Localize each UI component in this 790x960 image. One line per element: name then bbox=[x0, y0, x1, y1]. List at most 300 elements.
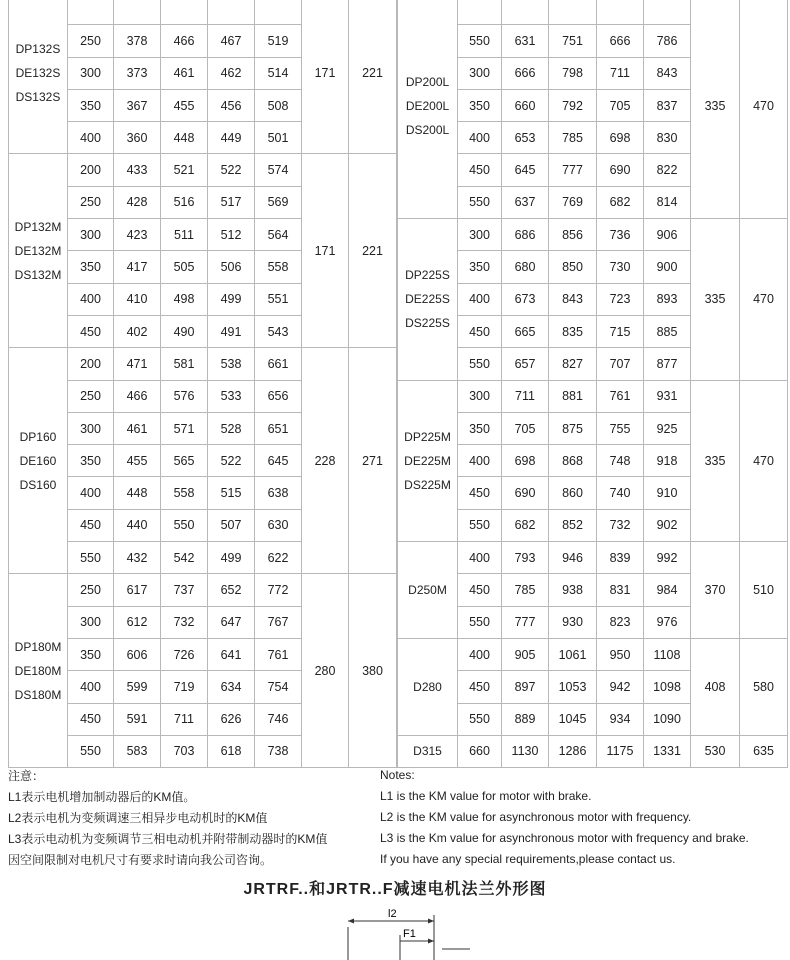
notes-en-line: L3 is the Km value for asynchronous motor with frequency and brake. bbox=[380, 831, 749, 845]
value-cell: 641 bbox=[208, 638, 255, 670]
value-cell: 450 bbox=[458, 671, 502, 703]
value-cell: 499 bbox=[208, 542, 255, 574]
value-cell: 793 bbox=[502, 542, 549, 574]
value-cell: 350 bbox=[68, 445, 114, 477]
value-cell: 558 bbox=[255, 251, 302, 283]
value-cell: 737 bbox=[161, 574, 208, 606]
value-cell: 300 bbox=[458, 219, 502, 251]
value-cell: 698 bbox=[597, 122, 644, 154]
value-cell: 942 bbox=[597, 671, 644, 703]
value-cell: 823 bbox=[597, 606, 644, 638]
value-cell: 707 bbox=[597, 348, 644, 380]
motor-type-label: DP225S bbox=[405, 268, 450, 283]
value-cell: 934 bbox=[597, 703, 644, 735]
value-cell: 653 bbox=[502, 122, 549, 154]
value-cell: 938 bbox=[549, 574, 597, 606]
value-cell: 501 bbox=[255, 122, 302, 154]
motor-type-cell bbox=[398, 0, 458, 219]
value-cell: 448 bbox=[114, 477, 161, 509]
value-cell: 1061 bbox=[549, 638, 597, 670]
value-cell: 507 bbox=[208, 509, 255, 541]
value-cell: 522 bbox=[208, 154, 255, 186]
motor-type-cell bbox=[398, 380, 458, 541]
flange-drawing bbox=[330, 905, 470, 960]
value-cell: 250 bbox=[68, 186, 114, 218]
value-cell: 730 bbox=[597, 251, 644, 283]
value-cell: 786 bbox=[644, 25, 691, 57]
motor-type-cell bbox=[9, 154, 68, 348]
value-cell: 1286 bbox=[549, 735, 597, 767]
value-cell: 455 bbox=[114, 445, 161, 477]
value-cell: 466 bbox=[161, 25, 208, 57]
motor-type-label: DE225S bbox=[405, 292, 450, 307]
shared-dimension-cell: 408 bbox=[691, 638, 740, 735]
value-cell bbox=[458, 0, 502, 25]
value-cell: 516 bbox=[161, 186, 208, 218]
value-cell: 591 bbox=[114, 703, 161, 735]
value-cell: 660 bbox=[502, 89, 549, 121]
value-cell: 423 bbox=[114, 219, 161, 251]
arrow-head bbox=[428, 919, 434, 924]
value-cell: 897 bbox=[502, 671, 549, 703]
value-cell: 631 bbox=[502, 25, 549, 57]
motor-type-label: D280 bbox=[413, 679, 442, 694]
value-cell: 550 bbox=[458, 703, 502, 735]
value-cell: 455 bbox=[161, 89, 208, 121]
table-row bbox=[398, 0, 788, 25]
value-cell: 367 bbox=[114, 89, 161, 121]
value-cell: 889 bbox=[502, 703, 549, 735]
value-cell: 645 bbox=[502, 154, 549, 186]
notes-en-line: L1 is the KM value for motor with brake. bbox=[380, 789, 592, 803]
motor-type-label: DP225M bbox=[404, 429, 451, 444]
value-cell: 400 bbox=[458, 445, 502, 477]
value-cell: 660 bbox=[458, 735, 502, 767]
notes-chinese bbox=[8, 766, 327, 871]
value-cell: 626 bbox=[208, 703, 255, 735]
value-cell: 1090 bbox=[644, 703, 691, 735]
value-cell: 900 bbox=[644, 251, 691, 283]
value-cell: 740 bbox=[597, 477, 644, 509]
value-cell: 881 bbox=[549, 380, 597, 412]
notes-cn-line: L2表示电机为变频调速三相异步电动机时的KM值 bbox=[8, 811, 268, 825]
motor-type-label: DS225M bbox=[404, 477, 451, 492]
value-cell: 400 bbox=[68, 477, 114, 509]
value-cell: 450 bbox=[458, 477, 502, 509]
left-dimension-table bbox=[8, 0, 397, 768]
motor-type-cell bbox=[398, 542, 458, 639]
value-cell: 360 bbox=[114, 122, 161, 154]
value-cell: 522 bbox=[208, 445, 255, 477]
value-cell: 698 bbox=[502, 445, 549, 477]
value-cell: 630 bbox=[255, 509, 302, 541]
shared-dimension-cell: 221 bbox=[349, 0, 397, 154]
value-cell: 885 bbox=[644, 315, 691, 347]
value-cell: 350 bbox=[458, 251, 502, 283]
value-cell: 711 bbox=[502, 380, 549, 412]
value-cell: 839 bbox=[597, 542, 644, 574]
value-cell: 569 bbox=[255, 186, 302, 218]
motor-type-label: DE225M bbox=[404, 453, 451, 468]
value-cell: 984 bbox=[644, 574, 691, 606]
value-cell: 868 bbox=[549, 445, 597, 477]
value-cell bbox=[68, 0, 114, 25]
value-cell: 690 bbox=[597, 154, 644, 186]
value-cell: 400 bbox=[458, 638, 502, 670]
value-cell: 1053 bbox=[549, 671, 597, 703]
value-cell: 400 bbox=[458, 283, 502, 315]
value-cell: 769 bbox=[549, 186, 597, 218]
shared-dimension-cell: 510 bbox=[740, 542, 788, 639]
value-cell: 402 bbox=[114, 315, 161, 347]
motor-type-cell bbox=[398, 735, 458, 767]
shared-dimension-cell: 171 bbox=[302, 154, 349, 348]
value-cell: 440 bbox=[114, 509, 161, 541]
value-cell: 550 bbox=[458, 186, 502, 218]
value-cell bbox=[255, 0, 302, 25]
value-cell: 506 bbox=[208, 251, 255, 283]
value-cell: 300 bbox=[68, 606, 114, 638]
value-cell: 550 bbox=[458, 606, 502, 638]
value-cell: 564 bbox=[255, 219, 302, 251]
value-cell: 461 bbox=[114, 412, 161, 444]
shared-dimension-cell: 228 bbox=[302, 348, 349, 574]
table-row bbox=[9, 0, 397, 25]
value-cell: 612 bbox=[114, 606, 161, 638]
value-cell: 827 bbox=[549, 348, 597, 380]
table-row bbox=[398, 219, 788, 251]
value-cell: 300 bbox=[68, 57, 114, 89]
value-cell: 450 bbox=[458, 574, 502, 606]
value-cell: 1108 bbox=[644, 638, 691, 670]
value-cell bbox=[114, 0, 161, 25]
value-cell: 432 bbox=[114, 542, 161, 574]
notes-cn-line: L3表示电动机为变频调节三相电动机并附带制动器时的KM值 bbox=[8, 832, 328, 846]
value-cell: 571 bbox=[161, 412, 208, 444]
motor-type-label: DS180M bbox=[14, 687, 62, 702]
shared-dimension-cell: 221 bbox=[349, 154, 397, 348]
motor-type-cell bbox=[9, 348, 68, 574]
table-row bbox=[398, 735, 788, 767]
value-cell: 300 bbox=[458, 380, 502, 412]
value-cell: 777 bbox=[549, 154, 597, 186]
motor-type-label: DP180M bbox=[14, 639, 62, 654]
value-cell: 754 bbox=[255, 671, 302, 703]
value-cell: 690 bbox=[502, 477, 549, 509]
value-cell: 665 bbox=[502, 315, 549, 347]
value-cell: 875 bbox=[549, 412, 597, 444]
value-cell: 748 bbox=[597, 445, 644, 477]
notes-english bbox=[380, 765, 749, 870]
value-cell: 761 bbox=[255, 638, 302, 670]
value-cell: 428 bbox=[114, 186, 161, 218]
motor-type-cell bbox=[9, 574, 68, 768]
shared-dimension-cell: 171 bbox=[302, 0, 349, 154]
value-cell: 400 bbox=[458, 542, 502, 574]
motor-type-label: DE160 bbox=[19, 453, 57, 468]
value-cell: 1045 bbox=[549, 703, 597, 735]
shared-dimension-cell: 580 bbox=[740, 638, 788, 735]
value-cell: 856 bbox=[549, 219, 597, 251]
notes-cn-line: L1表示电机增加制动器后的KM值。 bbox=[8, 790, 196, 804]
value-cell: 490 bbox=[161, 315, 208, 347]
value-cell: 902 bbox=[644, 509, 691, 541]
value-cell: 645 bbox=[255, 445, 302, 477]
value-cell: 450 bbox=[458, 154, 502, 186]
value-cell: 462 bbox=[208, 57, 255, 89]
value-cell: 719 bbox=[161, 671, 208, 703]
value-cell: 976 bbox=[644, 606, 691, 638]
value-cell: 250 bbox=[68, 380, 114, 412]
motor-type-label: DS132S bbox=[15, 90, 61, 105]
value-cell bbox=[161, 0, 208, 25]
shared-dimension-cell: 335 bbox=[691, 219, 740, 380]
value-cell: 682 bbox=[597, 186, 644, 218]
drawing-title: JRTRF..和JRTR..F减速电机法兰外形图 bbox=[243, 881, 547, 898]
value-cell: 686 bbox=[502, 219, 549, 251]
table-row bbox=[398, 638, 788, 670]
value-cell: 450 bbox=[68, 509, 114, 541]
value-cell: 499 bbox=[208, 283, 255, 315]
value-cell: 515 bbox=[208, 477, 255, 509]
value-cell: 511 bbox=[161, 219, 208, 251]
value-cell: 373 bbox=[114, 57, 161, 89]
value-cell: 558 bbox=[161, 477, 208, 509]
motor-type-label: D250M bbox=[408, 582, 447, 597]
motor-type-label: DP132S bbox=[15, 42, 61, 57]
table-row bbox=[398, 542, 788, 574]
value-cell: 761 bbox=[597, 380, 644, 412]
value-cell: 792 bbox=[549, 89, 597, 121]
motor-type-label: DS160 bbox=[19, 477, 57, 492]
notes-en-title: Notes: bbox=[380, 768, 415, 782]
value-cell bbox=[208, 0, 255, 25]
value-cell: 910 bbox=[644, 477, 691, 509]
value-cell: 550 bbox=[458, 25, 502, 57]
notes-en-line: If you have any special requirements,please contact us. bbox=[380, 852, 676, 866]
value-cell: 647 bbox=[208, 606, 255, 638]
value-cell: 705 bbox=[502, 412, 549, 444]
value-cell: 723 bbox=[597, 283, 644, 315]
shared-dimension-cell: 635 bbox=[740, 735, 788, 767]
value-cell: 550 bbox=[458, 348, 502, 380]
value-cell: 467 bbox=[208, 25, 255, 57]
value-cell: 400 bbox=[458, 122, 502, 154]
motor-type-label: DE132M bbox=[14, 243, 62, 258]
value-cell: 400 bbox=[68, 283, 114, 315]
value-cell: 449 bbox=[208, 122, 255, 154]
shared-dimension-cell: 335 bbox=[691, 0, 740, 219]
value-cell: 930 bbox=[549, 606, 597, 638]
value-cell: 350 bbox=[458, 89, 502, 121]
value-cell: 505 bbox=[161, 251, 208, 283]
table-row bbox=[9, 348, 397, 380]
value-cell: 618 bbox=[208, 735, 255, 767]
value-cell: 350 bbox=[458, 412, 502, 444]
value-cell: 777 bbox=[502, 606, 549, 638]
value-cell: 1175 bbox=[597, 735, 644, 767]
value-cell: 950 bbox=[597, 638, 644, 670]
value-cell: 732 bbox=[161, 606, 208, 638]
shared-dimension-cell: 470 bbox=[740, 380, 788, 541]
value-cell: 843 bbox=[644, 57, 691, 89]
value-cell: 661 bbox=[255, 348, 302, 380]
value-cell: 931 bbox=[644, 380, 691, 412]
value-cell: 1130 bbox=[502, 735, 549, 767]
value-cell: 581 bbox=[161, 348, 208, 380]
shared-dimension-cell: 335 bbox=[691, 380, 740, 541]
value-cell: 1098 bbox=[644, 671, 691, 703]
value-cell: 822 bbox=[644, 154, 691, 186]
value-cell: 300 bbox=[68, 219, 114, 251]
value-cell: 550 bbox=[68, 542, 114, 574]
label-f1: F1 bbox=[403, 928, 416, 940]
value-cell: 860 bbox=[549, 477, 597, 509]
value-cell: 528 bbox=[208, 412, 255, 444]
value-cell: 519 bbox=[255, 25, 302, 57]
value-cell: 417 bbox=[114, 251, 161, 283]
value-cell: 583 bbox=[114, 735, 161, 767]
value-cell: 550 bbox=[458, 509, 502, 541]
value-cell bbox=[597, 0, 644, 25]
value-cell: 606 bbox=[114, 638, 161, 670]
value-cell: 680 bbox=[502, 251, 549, 283]
motor-type-label: DS132M bbox=[14, 267, 62, 282]
value-cell: 673 bbox=[502, 283, 549, 315]
value-cell: 637 bbox=[502, 186, 549, 218]
value-cell: 350 bbox=[68, 638, 114, 670]
shared-dimension-cell: 370 bbox=[691, 542, 740, 639]
motor-type-label: DE132S bbox=[15, 66, 61, 81]
motor-type-label: DP200L bbox=[405, 74, 450, 89]
value-cell: 448 bbox=[161, 122, 208, 154]
value-cell: 814 bbox=[644, 186, 691, 218]
value-cell bbox=[549, 0, 597, 25]
value-cell: 550 bbox=[161, 509, 208, 541]
shared-dimension-cell: 380 bbox=[349, 574, 397, 768]
value-cell: 837 bbox=[644, 89, 691, 121]
value-cell: 835 bbox=[549, 315, 597, 347]
value-cell: 746 bbox=[255, 703, 302, 735]
value-cell: 705 bbox=[597, 89, 644, 121]
value-cell: 726 bbox=[161, 638, 208, 670]
arrow-head bbox=[428, 939, 434, 944]
value-cell: 738 bbox=[255, 735, 302, 767]
value-cell: 574 bbox=[255, 154, 302, 186]
value-cell: 517 bbox=[208, 186, 255, 218]
value-cell: 703 bbox=[161, 735, 208, 767]
value-cell: 656 bbox=[255, 380, 302, 412]
shared-dimension-cell: 530 bbox=[691, 735, 740, 767]
shared-dimension-cell: 470 bbox=[740, 219, 788, 380]
value-cell: 772 bbox=[255, 574, 302, 606]
value-cell: 918 bbox=[644, 445, 691, 477]
value-cell: 622 bbox=[255, 542, 302, 574]
shared-dimension-cell: 271 bbox=[349, 348, 397, 574]
value-cell: 877 bbox=[644, 348, 691, 380]
value-cell: 300 bbox=[458, 57, 502, 89]
value-cell: 521 bbox=[161, 154, 208, 186]
value-cell: 533 bbox=[208, 380, 255, 412]
value-cell: 538 bbox=[208, 348, 255, 380]
motor-type-label: DS200L bbox=[405, 122, 450, 137]
value-cell: 498 bbox=[161, 283, 208, 315]
value-cell: 200 bbox=[68, 154, 114, 186]
value-cell: 491 bbox=[208, 315, 255, 347]
value-cell: 852 bbox=[549, 509, 597, 541]
value-cell: 350 bbox=[68, 251, 114, 283]
label-l2: l2 bbox=[388, 908, 397, 920]
motor-type-label: DE180M bbox=[14, 663, 62, 678]
value-cell: 905 bbox=[502, 638, 549, 670]
value-cell: 250 bbox=[68, 574, 114, 606]
value-cell: 715 bbox=[597, 315, 644, 347]
value-cell: 617 bbox=[114, 574, 161, 606]
value-cell: 830 bbox=[644, 122, 691, 154]
notes-cn-line: 因空间限制对电机尺寸有要求时请向我公司咨询。 bbox=[8, 853, 273, 867]
value-cell: 542 bbox=[161, 542, 208, 574]
value-cell: 755 bbox=[597, 412, 644, 444]
value-cell: 512 bbox=[208, 219, 255, 251]
value-cell: 634 bbox=[208, 671, 255, 703]
value-cell: 651 bbox=[255, 412, 302, 444]
value-cell: 666 bbox=[502, 57, 549, 89]
motor-type-label: D315 bbox=[413, 744, 442, 759]
motor-type-cell bbox=[9, 0, 68, 154]
value-cell: 410 bbox=[114, 283, 161, 315]
value-cell bbox=[502, 0, 549, 25]
value-cell: 652 bbox=[208, 574, 255, 606]
value-cell: 599 bbox=[114, 671, 161, 703]
value-cell: 250 bbox=[68, 25, 114, 57]
value-cell: 682 bbox=[502, 509, 549, 541]
notes-en-line: L2 is the KM value for asynchronous motor with frequency. bbox=[380, 810, 692, 824]
value-cell: 508 bbox=[255, 89, 302, 121]
value-cell: 400 bbox=[68, 122, 114, 154]
shared-dimension-cell: 470 bbox=[740, 0, 788, 219]
value-cell: 736 bbox=[597, 219, 644, 251]
motor-type-label: DS225S bbox=[405, 316, 450, 331]
value-cell: 831 bbox=[597, 574, 644, 606]
value-cell: 850 bbox=[549, 251, 597, 283]
arrow-head bbox=[348, 919, 354, 924]
shared-dimension-cell: 280 bbox=[302, 574, 349, 768]
value-cell: 925 bbox=[644, 412, 691, 444]
value-cell: 433 bbox=[114, 154, 161, 186]
motor-type-label: DE200L bbox=[405, 98, 450, 113]
value-cell: 843 bbox=[549, 283, 597, 315]
value-cell: 551 bbox=[255, 283, 302, 315]
value-cell: 992 bbox=[644, 542, 691, 574]
value-cell: 711 bbox=[597, 57, 644, 89]
value-cell: 798 bbox=[549, 57, 597, 89]
value-cell: 378 bbox=[114, 25, 161, 57]
value-cell: 543 bbox=[255, 315, 302, 347]
motor-type-cell bbox=[398, 219, 458, 380]
value-cell: 711 bbox=[161, 703, 208, 735]
value-cell: 751 bbox=[549, 25, 597, 57]
value-cell: 893 bbox=[644, 283, 691, 315]
value-cell: 666 bbox=[597, 25, 644, 57]
notes-cn-title: 注意： bbox=[8, 769, 45, 783]
value-cell: 461 bbox=[161, 57, 208, 89]
value-cell: 456 bbox=[208, 89, 255, 121]
value-cell: 565 bbox=[161, 445, 208, 477]
table-row bbox=[9, 154, 397, 186]
motor-type-label: DP132M bbox=[14, 219, 62, 234]
value-cell: 906 bbox=[644, 219, 691, 251]
value-cell: 785 bbox=[549, 122, 597, 154]
